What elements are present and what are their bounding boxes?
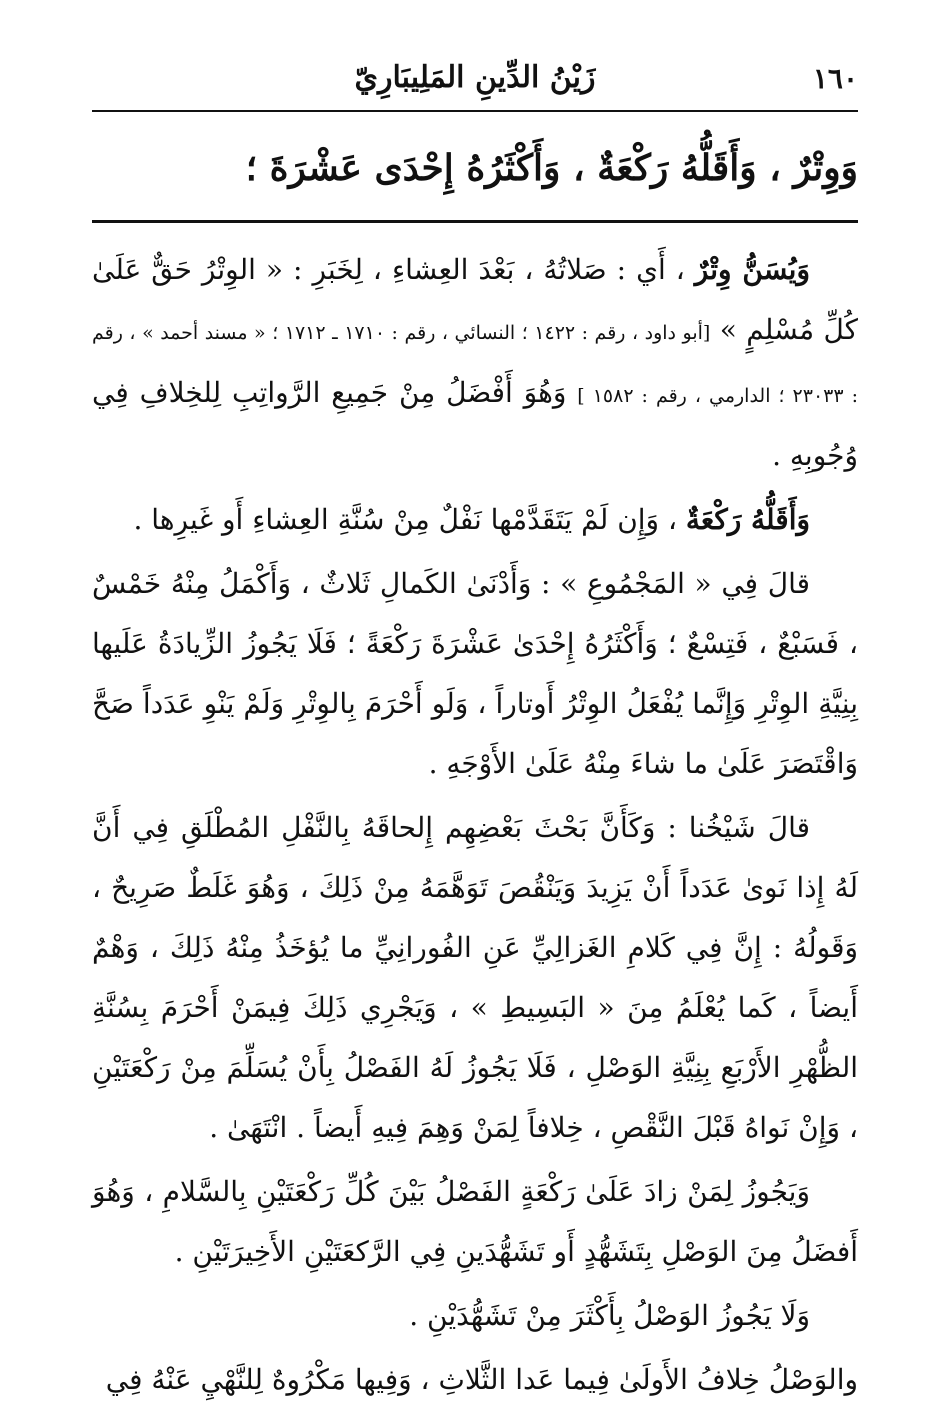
paragraph: [92, 490, 858, 550]
paragraph-text: قالَ شَيْخُنا : وَكَأَنَّ بَحْثَ بَعْضِهِم إِلحاقَهُ بِالنَّفْلِ المُطْلَقِ فِي أَنَّ لَهُ إِذا نَوىٰ عَدَداً أَنْ يَزِيدَ وَيَنْقُصَ تَوَهَّمَهُ مِنْ ذَلِكَ ، وَهُوَ غَلَطٌ صَرِيحٌ ، وَقَولُهُ : إِنَّ فِي كَلامِ الغَزالِيِّ عَنِ الفُورانِيِّ ما يُؤخَذُ مِنْهُ ذَلِكَ ، وَهْمٌ أَيضاً ، كَما يُعْلَمُ مِنَ « البَسِيطِ » ، وَيَجْرِي ذَلِكَ فِيمَنْ أَحْرَمَ بِسُنَّةِ الظُّهْرِ الأَرْبَعِ بِنِيَّةِ الوَصْلِ ، فَلَا يَجُوزُ لَهُ الفَصْلُ بِأَنْ يُسَلِّمَ مِنْ رَكْعَتَيْنِ ، وَإِنْ نَواهُ قَبْلَ النَّقْصِ ، خِلافاً لِمَنْ وَهِمَ فِيهِ أَيضاً . انْتَهَىٰ .: [92, 811, 858, 1144]
section-divider: [92, 220, 858, 223]
paragraph-text: ، أَي : صَلاتُهُ ، بَعْدَ العِشاءِ ، لِخَبَرِ : « الوِتْرُ حَقٌّ عَلَىٰ كُلِّ مُسْلِمٍ »: [92, 253, 859, 346]
page-header: [92, 58, 858, 112]
paragraph-text: والوَصْلُ خِلافُ الأَولَىٰ فِيما عَدا الثَّلاثِ ، وَفِيها مَكْرُوهٌ لِلنَّهْيِ عَنْهُ فِي: [105, 1363, 858, 1396]
matn-text: وَوِتْرٌ ، وَأَقَلُّهُ رَكْعَةٌ ، وَأَكْثَرُهُ إِحْدَى عَشْرَةَ ؛: [245, 147, 858, 189]
paragraph-text: وَهُوَ أَفْضَلُ مِنْ جَمِيعِ الرَّواتِبِ لِلخِلافِ فِي وُجُوبِهِ .: [92, 376, 858, 472]
matn-quote: وَأَقَلُّهُ رَكْعَةٌ: [685, 503, 810, 536]
paragraph-text: وَلَا يَجُوزُ الوَصْلُ بِأَكْثَرَ مِنْ تَشَهُّدَيْنِ .: [409, 1299, 810, 1332]
paragraph: [92, 554, 858, 794]
paragraph: [92, 798, 858, 1158]
matn-quote: وَيُسَنُّ وِتْرٌ: [694, 253, 810, 286]
running-title: زَيْنُ الدِّينِ المَلِيبَارِيّ: [354, 60, 596, 95]
paragraph-text: وَيَجُوزُ لِمَنْ زادَ عَلَىٰ رَكْعَةٍ الفَصْلُ بَيْنَ كُلِّ رَكْعَتَيْنِ بِالسَّلامِ ، وَهُوَ أَفضَلُ مِنَ الوَصْلِ بِتَشَهُّدٍ أَو تَشَهُّدَينِ فِي الرَّكعَتَيْنِ الأَخِيرَتَيْنِ .: [92, 1175, 858, 1268]
page-number: ١٦٠: [812, 62, 858, 95]
paragraph-text: ، وَإِن لَمْ يَتَقَدَّمْها نَفْلٌ مِنْ سُنَّةِ العِشاءِ أَو غَيرِها .: [133, 503, 677, 536]
paragraph-text: قالَ فِي « المَجْمُوعِ » : وَأَدْنَىٰ الكَمالِ ثَلاثٌ ، وَأَكْمَلُ مِنْهُ خَمْسٌ ، فَسَبْعٌ ، فَتِسْعٌ ؛ وَأَكْثَرُهُ إِحْدَىٰ عَشْرَةَ رَكْعَةً ؛ فَلَا يَجُوزُ الزِّيادَةُ عَلَيها بِنِيَّةِ الوِتْرِ وَإِنَّما يُفْعَلُ الوِتْرُ أَوتاراً ، وَلَو أَحْرَمَ بِالوِتْرِ وَلَمْ يَنْوِ عَدَداً صَحَّ وَاقْتَصَرَ عَلَىٰ ما شاءَ مِنْهُ عَلَىٰ الأَوْجَهِ .: [92, 567, 858, 780]
hadith-reference: [أبو داود ، رقم : ١٤٢٢ ؛ النسائي ، رقم : ١٧١٠ ـ ١٧١٢ ؛ « مسند أحمد » ، رقم : ٢٣٠٣٣ ؛ الدارمي ، رقم : ١٥٨٢ ]: [92, 322, 858, 407]
paragraph: [92, 1350, 858, 1410]
paragraph: [92, 240, 858, 486]
commentary-text: [92, 240, 858, 1414]
paragraph: [92, 1162, 858, 1282]
paragraph: [92, 1286, 858, 1346]
